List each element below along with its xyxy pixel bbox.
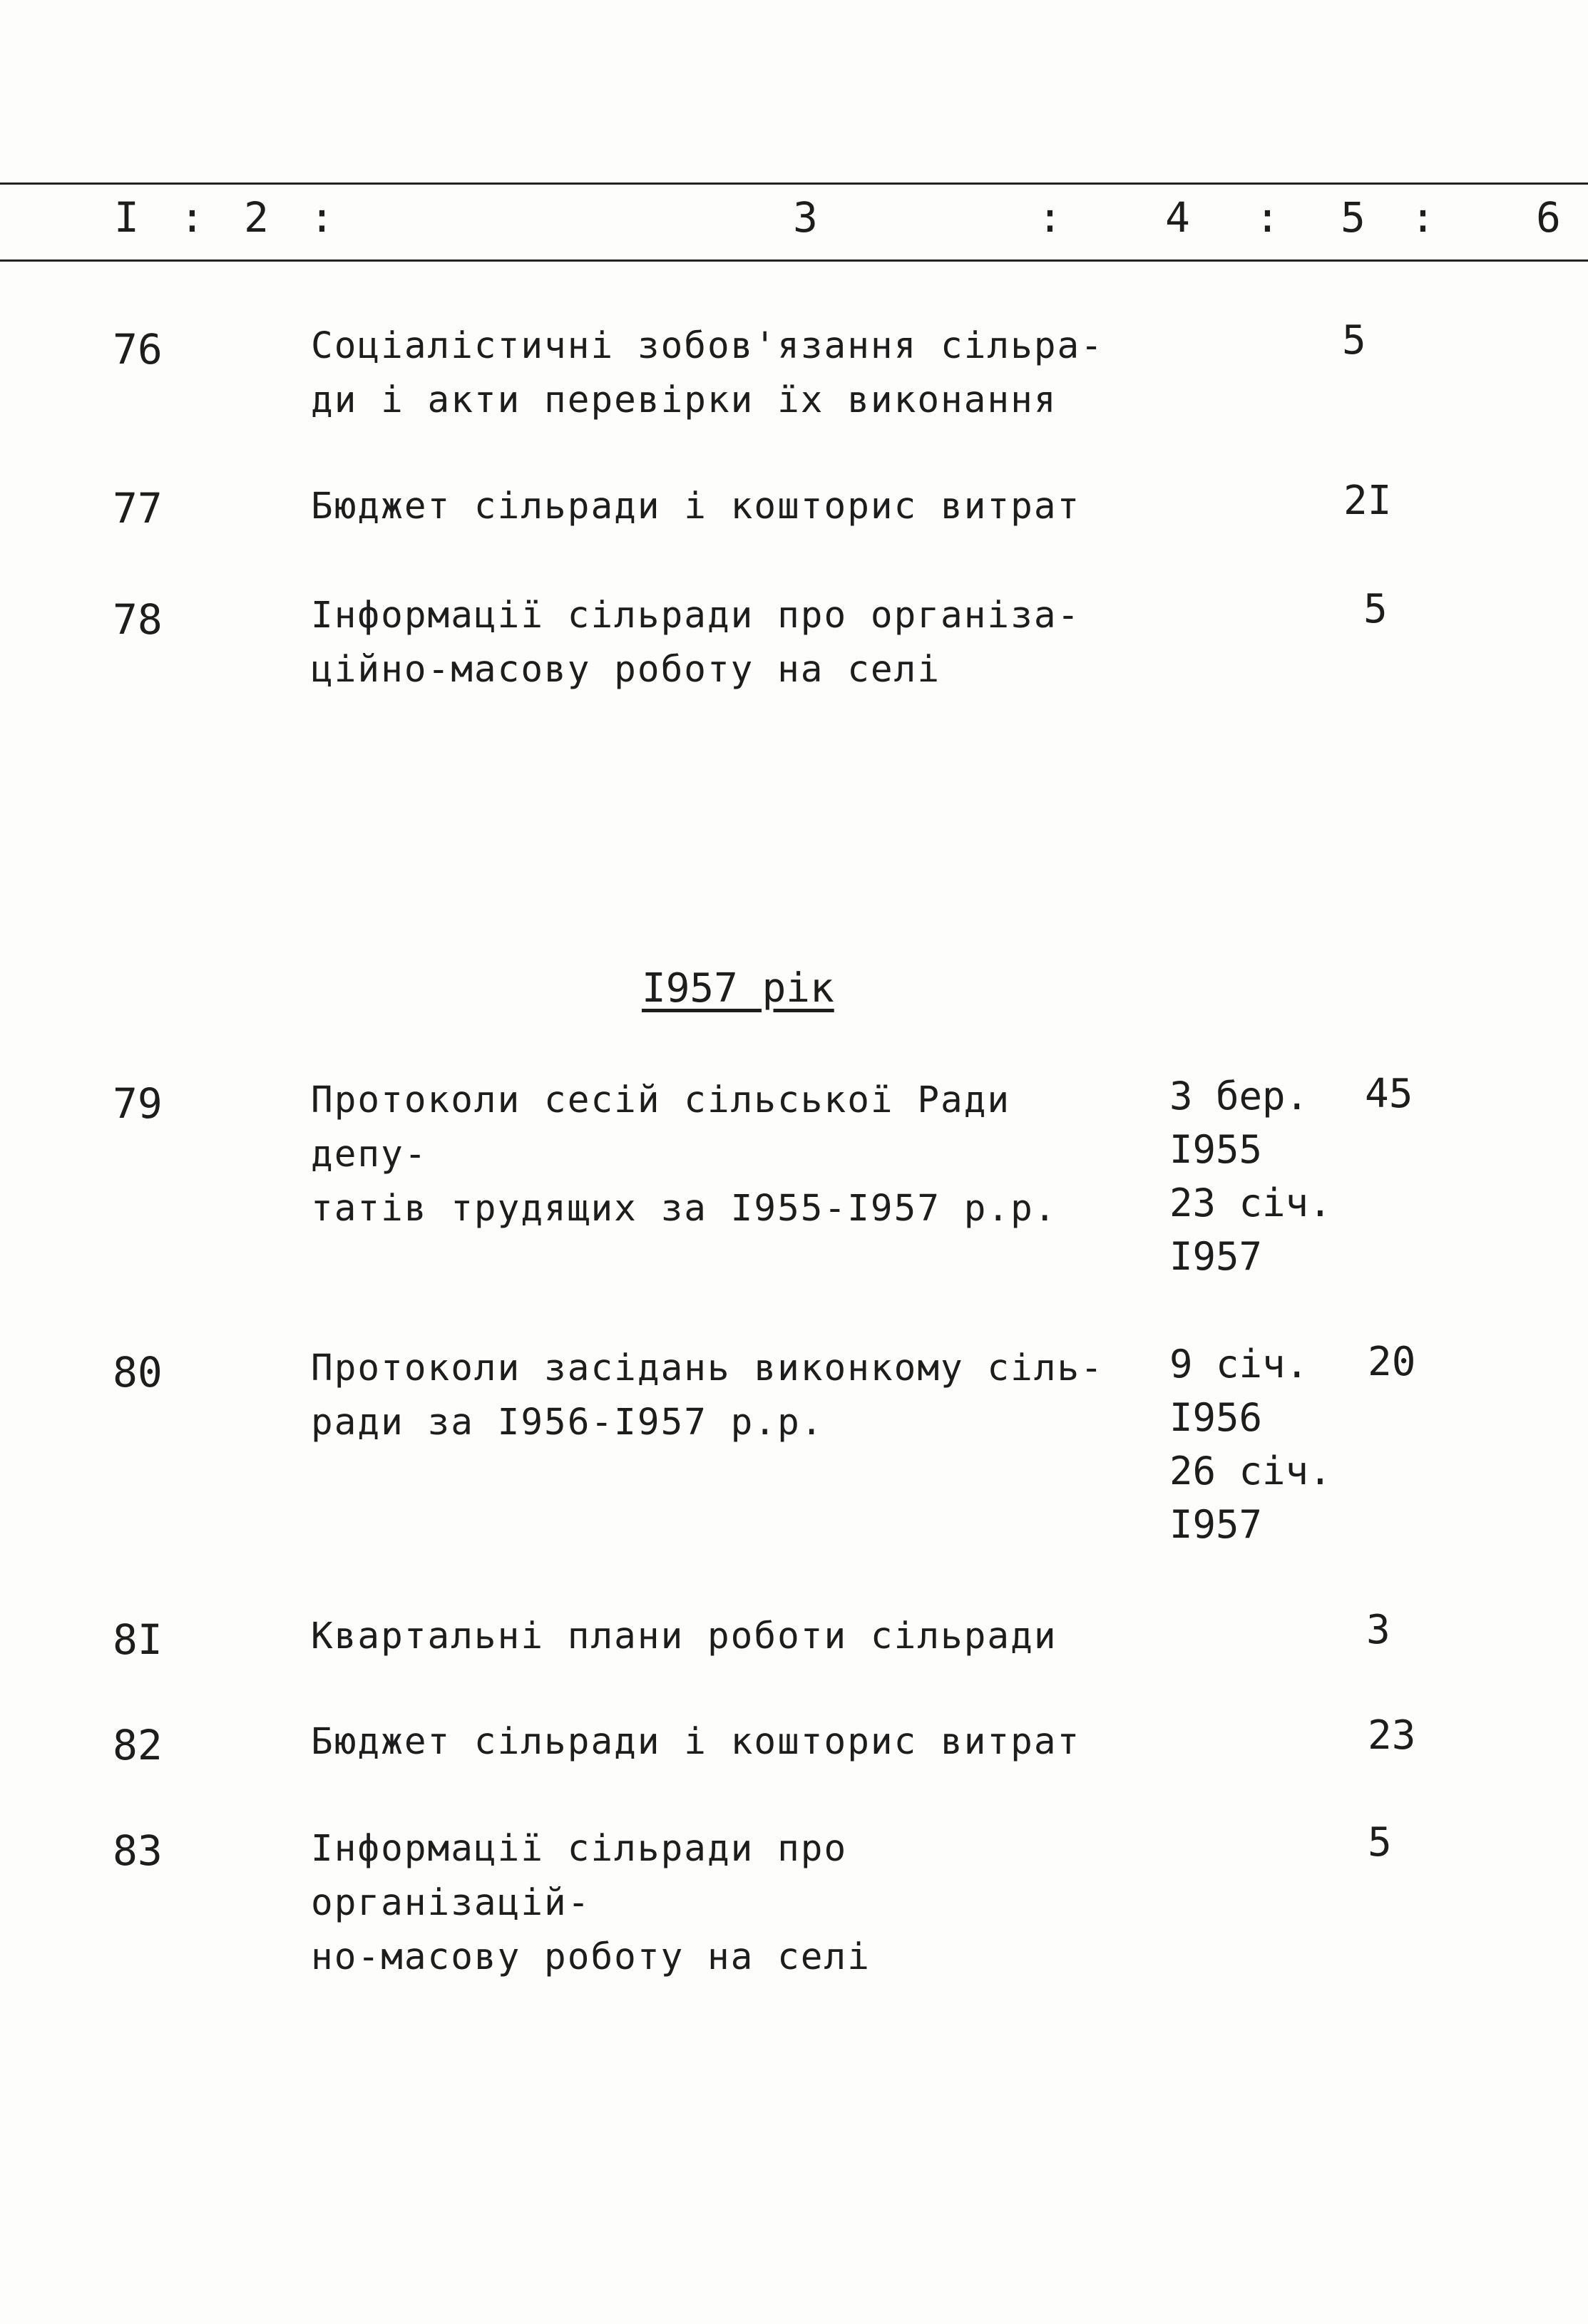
- column-header-4: 4: [1165, 193, 1190, 242]
- case-number: 77: [113, 484, 163, 533]
- case-description: Протоколи засідань виконкому сіль- ради за I956-I957 р.р.: [311, 1347, 1104, 1444]
- sheet-count: 5: [1342, 317, 1366, 364]
- sheet-count: 23: [1368, 1712, 1416, 1759]
- case-description: Квартальні плани роботи сільради: [311, 1615, 1057, 1657]
- column-separator: :: [1255, 193, 1280, 242]
- sheet-count: 45: [1365, 1071, 1413, 1117]
- sheet-count: 5: [1368, 1819, 1392, 1866]
- sheet-count: 2I: [1343, 478, 1392, 524]
- case-description: Бюджет сільради і кошторис витрат: [311, 1721, 1081, 1763]
- case-number: 78: [113, 595, 163, 644]
- sheet-count: 20: [1368, 1339, 1416, 1385]
- column-separator: :: [309, 193, 334, 242]
- case-number: 8I: [113, 1615, 163, 1664]
- case-dates: 9 січ. I956 26 січ. I957: [1169, 1342, 1332, 1547]
- column-separator: :: [180, 193, 205, 242]
- case-description: Інформації сільради про організацій- но-масову роботу на селі: [311, 1828, 871, 1978]
- column-separator: :: [1410, 193, 1435, 242]
- case-description: Протоколи сесій сільської Ради депу- татів трудящих за I955-I957 р.р.: [311, 1079, 1057, 1230]
- sheet-count: 5: [1363, 586, 1388, 632]
- column-header-6: 6: [1536, 193, 1561, 242]
- case-number: 82: [113, 1721, 163, 1769]
- case-number: 76: [113, 325, 163, 374]
- column-header-2: 2: [244, 193, 269, 242]
- column-separator: :: [1038, 193, 1062, 242]
- sheet-count: 3: [1366, 1607, 1390, 1653]
- header-bottom-rule: [0, 259, 1588, 262]
- case-number: 83: [113, 1826, 163, 1875]
- header-top-rule: [0, 182, 1588, 185]
- case-description: Соціалістичні зобов'язання сільра- ди і акти перевірки їх виконання: [311, 325, 1104, 421]
- column-header-3: 3: [793, 193, 818, 242]
- case-dates: 3 бер. I955 23 січ. I957: [1169, 1074, 1332, 1279]
- year-heading: I957 рік: [642, 965, 834, 1012]
- case-description: Бюджет сільради і кошторис витрат: [311, 485, 1081, 528]
- case-number: 80: [113, 1348, 163, 1397]
- column-header-1: I: [114, 193, 139, 242]
- case-number: 79: [113, 1079, 163, 1128]
- case-description: Інформації сільради про організа- ційно-масову роботу на селі: [311, 595, 1081, 691]
- column-header-5: 5: [1341, 193, 1366, 242]
